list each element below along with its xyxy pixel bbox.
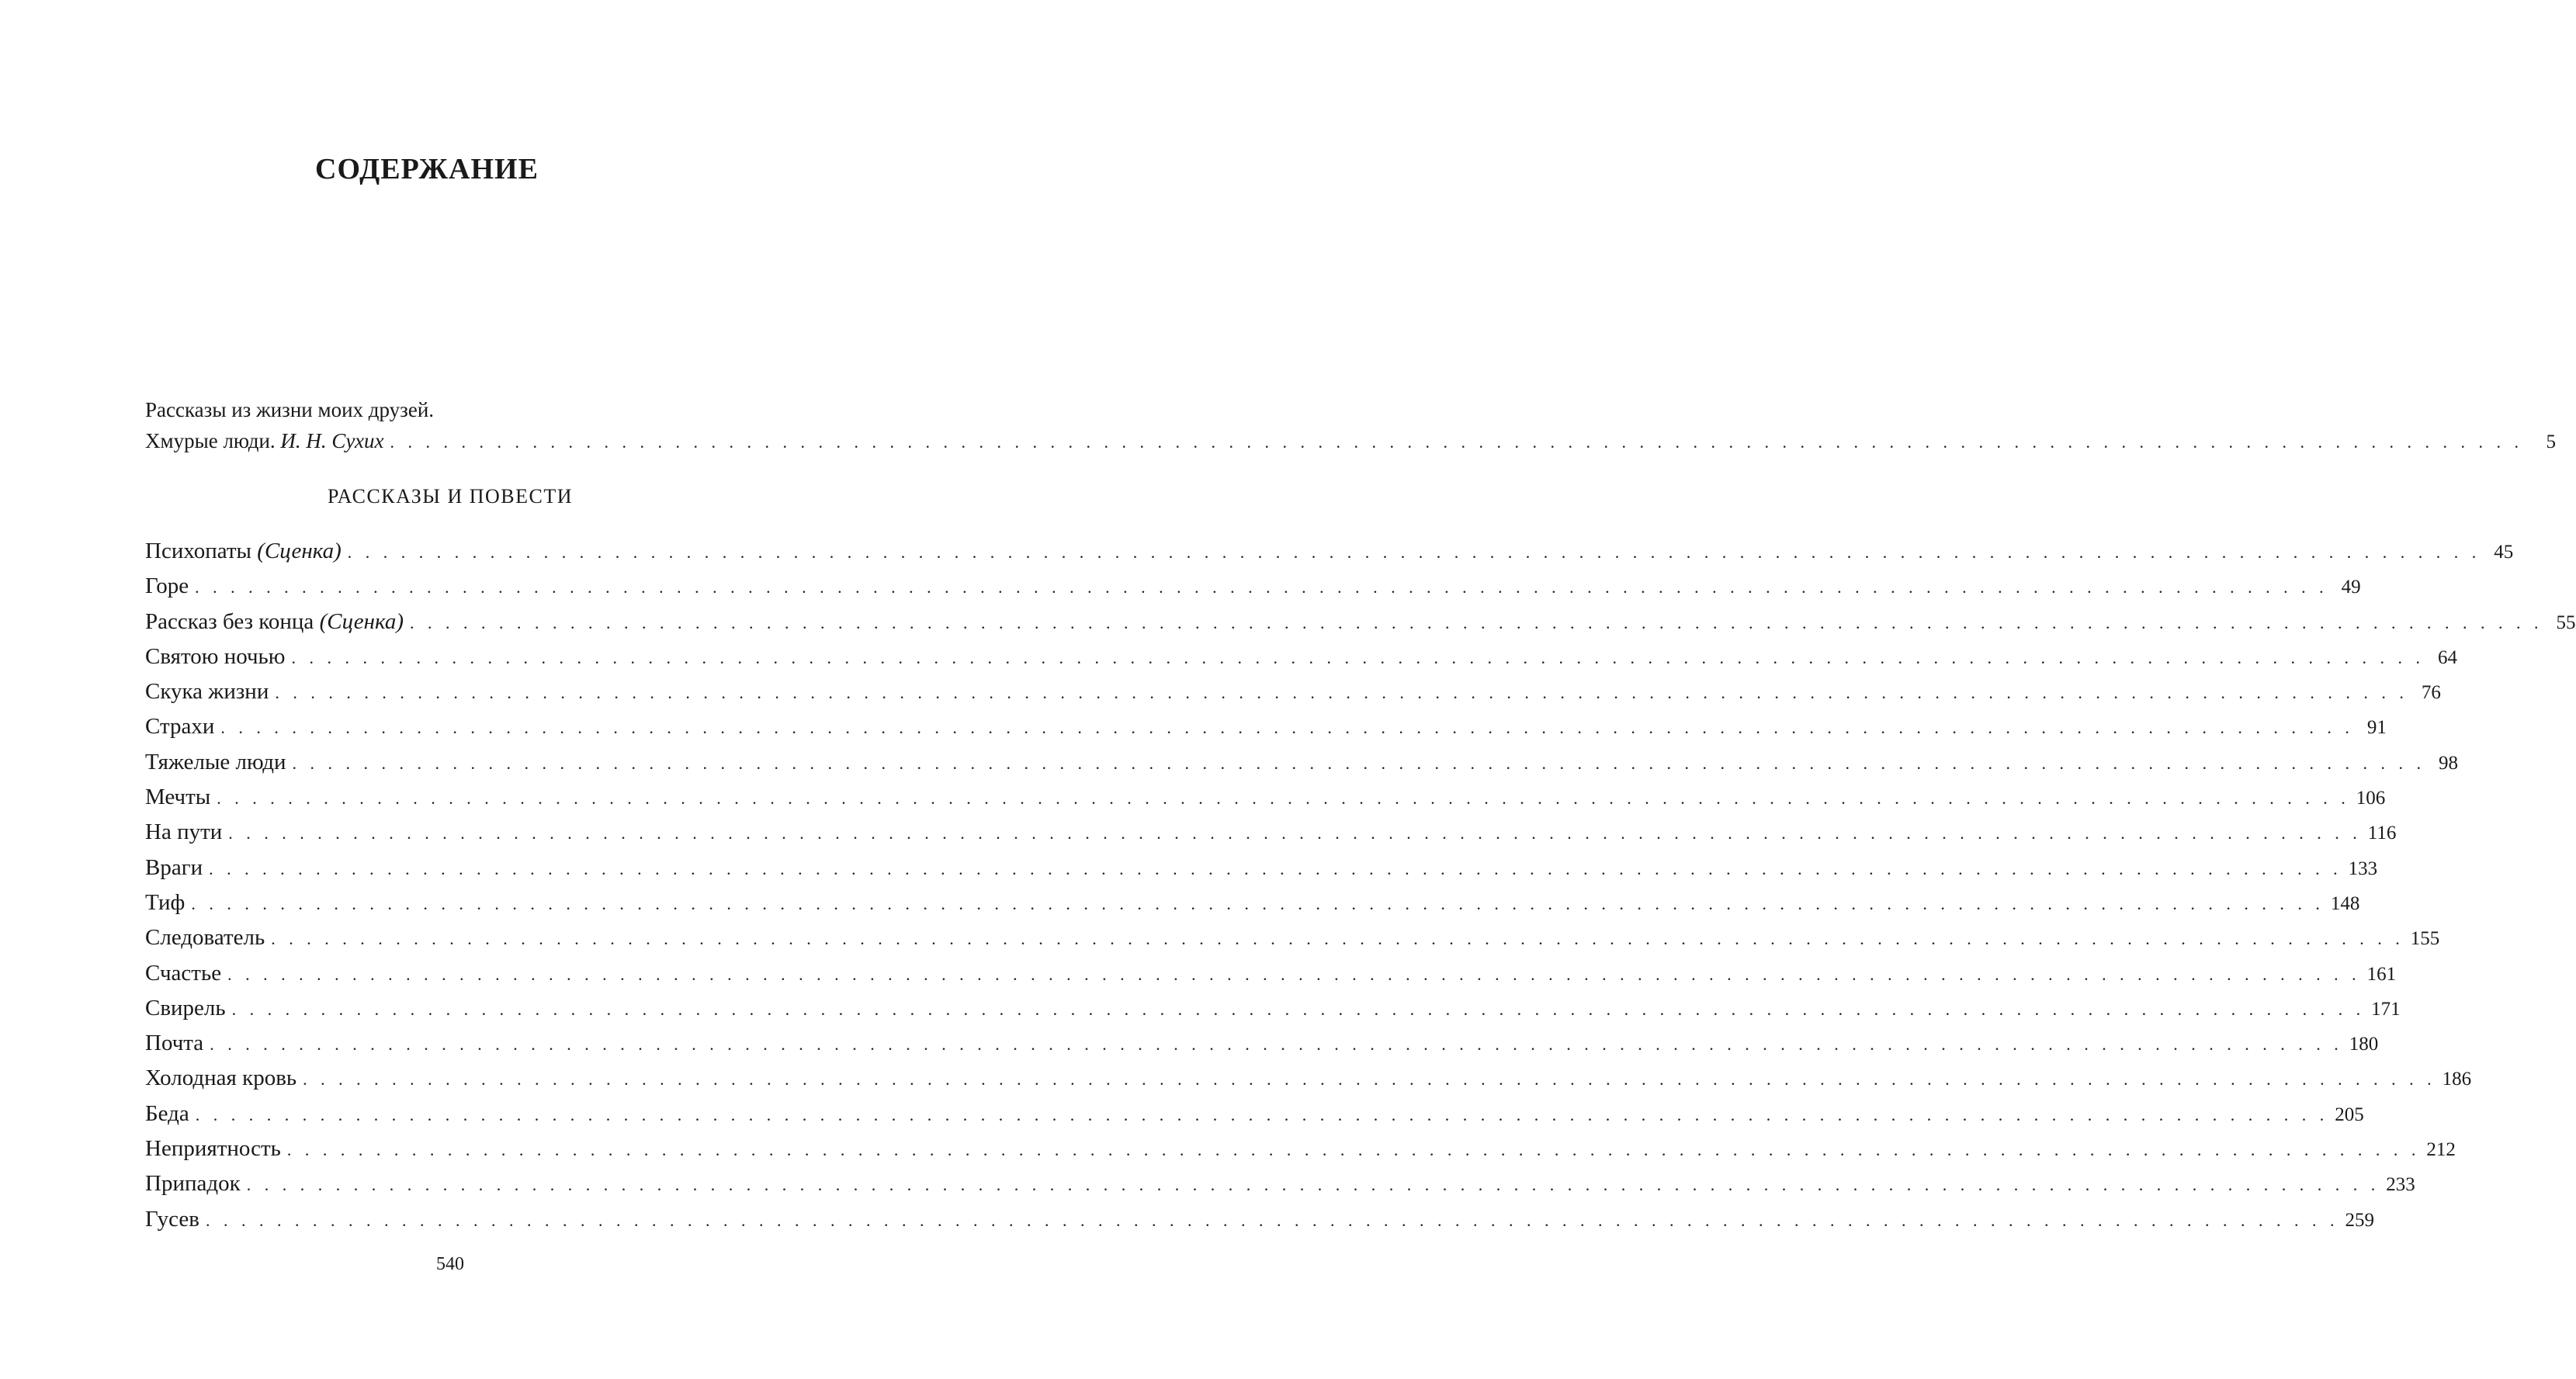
toc-entry-page: 64 bbox=[2437, 646, 2457, 668]
toc-entry-page: 180 bbox=[2349, 1034, 2379, 1055]
toc-entry-page: 49 bbox=[2341, 577, 2361, 598]
toc-entry[interactable] bbox=[145, 920, 2440, 955]
toc-entry[interactable] bbox=[145, 1131, 2456, 1166]
toc-entry-title: Святою ночью bbox=[145, 643, 286, 669]
intro-entry-title: Хмурые люди. И. Н. Сухих bbox=[145, 429, 384, 452]
toc-entry-page: 133 bbox=[2348, 858, 2378, 879]
toc-entry[interactable] bbox=[145, 639, 2457, 674]
toc-entry[interactable] bbox=[145, 569, 2361, 604]
toc-entry-page: 171 bbox=[2371, 998, 2401, 1020]
intro-entry bbox=[145, 394, 2557, 456]
dot-leader: . . . . . . . . . . . . . . . . . . . . . . . . . . . . . . . . . . . . . . . . . . . . . . . . . . . . . . . . . . . . . . . . . . . . . . . . . . . . . . . . . . . . . . . . . . . . . . . . . . . . . . . . . . . . . . . . . . . . . . . . bbox=[195, 577, 2328, 598]
toc-entry[interactable] bbox=[145, 745, 2458, 780]
toc-entry-page: 212 bbox=[2426, 1139, 2456, 1161]
toc-entry-title: Скука жизни bbox=[145, 679, 269, 705]
toc-entry-page: 186 bbox=[2442, 1069, 2472, 1090]
toc-entry-page: 116 bbox=[2367, 823, 2397, 844]
dot-leader: . . . . . . . . . . . . . . . . . . . . . . . . . . . . . . . . . . . . . . . . . . . . . . . . . . . . . . . . . . . . . . . . . . . . . . . . . . . . . . . . . . . . . . . . . . . . . . . . . . . . . . . . . . . . . . . . . . . . . . . . bbox=[347, 542, 2481, 562]
toc-entry[interactable] bbox=[145, 1166, 2415, 1201]
dot-leader: . . . . . . . . . . . . . . . . . . . . . . . . . . . . . . . . . . . . . . . . . . . . . . . . . . . . . . . . . . . . . . . . . . . . . . . . . . . . . . . . . . . . . . . . . . . . . . . . . . . . . . . . . . . . . . . . . . . . . . . . bbox=[195, 1104, 2329, 1124]
toc-entry-page: 155 bbox=[2410, 928, 2440, 950]
page-number: 540 bbox=[436, 1254, 464, 1274]
toc-entry-page: 45 bbox=[2494, 542, 2514, 563]
toc-entry-page: 148 bbox=[2330, 892, 2360, 914]
dot-leader: . . . . . . . . . . . . . . . . . . . . . . . . . . . . . . . . . . . . . . . . . . . . . . . . . . . . . . . . . . . . . . . . . . . . . . . . . . . . . . . . . . . . . . . . . . . . . . . . . . . . . . . . . . . . . . . . . . . . . . . . bbox=[231, 999, 2366, 1019]
toc-entry[interactable] bbox=[145, 1202, 2374, 1237]
toc-entry[interactable] bbox=[145, 780, 2386, 815]
dot-leader: . . . . . . . . . . . . . . . . . . . . . . . . . . . . . . . . . . . . . . . . . . . . . . . . . . . . . . . . . . . . . . . . . . . . . . . . . . . . . . . . . . . . . . . . . . . . . . . . . . . . . . . . . . . . . . . . . . . . . . . . bbox=[410, 612, 2543, 632]
dot-leader: . . . . . . . . . . . . . . . . . . . . . . . . . . . . . . . . . . . . . . . . . . . . . . . . . . . . . . . . . . . . . . . . . . . . . . . . . . . . . . . . . . . . . . . . . . . . . . . . . . . . . . . . . . . . . . . . . . . . . . . . bbox=[209, 858, 2342, 878]
toc-list bbox=[145, 534, 2576, 1237]
section-title: РАССКАЗЫ И ПОВЕСТИ bbox=[327, 485, 574, 508]
toc-entry-title: Рассказ без конца (Сценка) bbox=[145, 608, 404, 634]
dot-leader: . . . . . . . . . . . . . . . . . . . . . . . . . . . . . . . . . . . . . . . . . . . . . . . . . . . . . . . . . . . . . . . . . . . . . . . . . . . . . . . . . . . . . . . . . . . . . . . . . . . . . . . . . . . . . . . . . . . . . . . . bbox=[275, 683, 2408, 703]
toc-entry-page: 259 bbox=[2345, 1209, 2374, 1231]
toc-entry[interactable] bbox=[145, 605, 2576, 639]
dot-leader: . . . . . . . . . . . . . . . . . . . . . . . . . . . . . . . . . . . . . . . . . . . . . . . . . . . . . . . . . . . . . . . . . . . . . . . . . . . . . . . . . . . . . . . . . . . . . . . . . . . . . . . . . . . . . . . . . . . . . . . . bbox=[286, 1140, 2421, 1160]
toc-entry-page: 233 bbox=[2386, 1174, 2415, 1196]
toc-entry-page: 76 bbox=[2421, 682, 2441, 704]
dot-leader: . . . . . . . . . . . . . . . . . . . . . . . . . . . . . . . . . . . . . . . . . . . . . . . . . . . . . . . . . . . . . . . . . . . . . . . . . . . . . . . . . . . . . . . . . . . . . . . . . . . . . . . . . . . . . . . . . . . . . . . . bbox=[246, 1175, 2380, 1195]
toc-entry-title: Психопаты (Сценка) bbox=[145, 539, 342, 563]
dot-leader: . . . . . . . . . . . . . . . . . . . . . . . . . . . . . . . . . . . . . . . . . . . . . . . . . . . . . . . . . . . . . . . . . . . . . . . . . . . . . . . . . . . . . . . . . . . . . . . . . . . . . . . . . . . . . . . . . . . . . . . . bbox=[303, 1069, 2436, 1090]
toc-entry-title: Припадок bbox=[145, 1171, 241, 1197]
dot-leader: . . . . . . . . . . . . . . . . . . . . . . . . . . . . . . . . . . . . . . . . . . . . . . . . . . . . . . . . . . . . . . . . . . . . . . . . . . . . . . . . . . . . . . . . . . . . . . . . . . . . . . . . . . . . . . . . . . . . . . . . bbox=[227, 964, 2361, 984]
toc-entry-note: (Сценка) bbox=[257, 539, 342, 563]
toc-entry-title: Холодная кровь bbox=[145, 1065, 297, 1091]
dot-leader: . . . . . . . . . . . . . . . . . . . . . . . . . . . . . . . . . . . . . . . . . . . . . . . . . . . . . . . . . . . . . . . . . . . . . . . . . . . . . . . . . . . . . . . . . . . . . . . . . . . . . . . . . . . . . . . . . . . . . . . . bbox=[228, 823, 2362, 844]
intro-entry-page: 5 bbox=[2546, 431, 2557, 452]
dot-leader: . . . . . . . . . . . . . . . . . . . . . . . . . . . . . . . . . . . . . . . . . . . . . . . . . . . . . . . . . . . . . . . . . . . . . . . . . . . . . . . . . . . . . . . . . . . . . . . . . . . . . . . . . . . . . . . . . . . . . . . . bbox=[292, 753, 2425, 773]
dot-leader: . . . . . . . . . . . . . . . . . . . . . . . . . . . . . . . . . . . . . . . . . . . . . . . . . . . . . . . . . . . . . . . . . . . . . . . . . . . . . . . . . . . . . . . . . . . . . . . . . . . . . . . . . . . . . . . . . . . . . . . . bbox=[205, 1210, 2339, 1230]
intro-line-2[interactable] bbox=[145, 425, 2557, 456]
dot-leader: . . . . . . . . . . . . . . . . . . . . . . . . . . . . . . . . . . . . . . . . . . . . . . . . . . . . . . . . . . . . . . . . . . . . . . . . . . . . . . . . . . . . . . . . . . . . . . . . . . . . . . . . . . . . . . . . . . . . . . . . bbox=[291, 647, 2425, 667]
toc-entry[interactable] bbox=[145, 815, 2397, 850]
toc-entry-title: Мечты bbox=[145, 785, 211, 810]
toc-entry-note: (Сценка) bbox=[319, 608, 404, 634]
dot-leader: . . . . . . . . . . . . . . . . . . . . . . . . . . . . . . . . . . . . . . . . . . . . . . . . . . . . . . . . . . . . . . . . . . . . . . . . . . . . . . . . . . . . . . . . . . . . . . . . . . . . . . . . . . . . . . . . . . . . . . . . bbox=[217, 788, 2350, 809]
intro-entry-author: И. Н. Сухих bbox=[280, 429, 384, 452]
toc-entry-title: На пути bbox=[145, 819, 223, 845]
toc-entry-page: 91 bbox=[2366, 717, 2387, 739]
toc-entry-page: 106 bbox=[2356, 788, 2386, 809]
toc-entry[interactable] bbox=[145, 851, 2378, 885]
intro-line-1: Рассказы из жизни моих друзей. bbox=[145, 398, 435, 421]
toc-entry-page: 161 bbox=[2366, 963, 2397, 985]
toc-entry-title: Тиф bbox=[145, 889, 185, 915]
toc-entry[interactable] bbox=[145, 956, 2397, 991]
toc-entry[interactable] bbox=[145, 1026, 2379, 1061]
toc-entry-title: Гусев bbox=[145, 1206, 199, 1232]
toc-entry[interactable] bbox=[145, 674, 2441, 709]
toc-entry-page: 55 bbox=[2556, 612, 2576, 633]
toc-entry-title: Страхи bbox=[145, 714, 215, 740]
toc-entry[interactable] bbox=[145, 709, 2387, 744]
toc-entry-title: Горе bbox=[145, 573, 189, 599]
dot-leader: . . . . . . . . . . . . . . . . . . . . . . . . . . . . . . . . . . . . . . . . . . . . . . . . . . . . . . . . . . . . . . . . . . . . . . . . . . . . . . . . . . . . . . . . . . . . . . . . . . . . . . . . . . . . . . . . . . . . . . . . bbox=[390, 432, 2524, 452]
page-title: СОДЕРЖАНИЕ bbox=[315, 153, 539, 185]
toc-entry-title: Следователь bbox=[145, 925, 265, 951]
toc-entry-title: Враги bbox=[145, 854, 203, 880]
dot-leader: . . . . . . . . . . . . . . . . . . . . . . . . . . . . . . . . . . . . . . . . . . . . . . . . . . . . . . . . . . . . . . . . . . . . . . . . . . . . . . . . . . . . . . . . . . . . . . . . . . . . . . . . . . . . . . . . . . . . . . . . bbox=[271, 929, 2404, 949]
dot-leader: . . . . . . . . . . . . . . . . . . . . . . . . . . . . . . . . . . . . . . . . . . . . . . . . . . . . . . . . . . . . . . . . . . . . . . . . . . . . . . . . . . . . . . . . . . . . . . . . . . . . . . . . . . . . . . . . . . . . . . . . bbox=[210, 1034, 2343, 1055]
toc-entry-title: Тяжелые люди bbox=[145, 749, 286, 774]
toc-entry[interactable] bbox=[145, 885, 2360, 920]
toc-entry[interactable] bbox=[145, 534, 2514, 569]
dot-leader: . . . . . . . . . . . . . . . . . . . . . . . . . . . . . . . . . . . . . . . . . . . . . . . . . . . . . . . . . . . . . . . . . . . . . . . . . . . . . . . . . . . . . . . . . . . . . . . . . . . . . . . . . . . . . . . . . . . . . . . . bbox=[220, 718, 2354, 738]
toc-entry[interactable] bbox=[145, 1097, 2364, 1131]
toc-entry-title: Неприятность bbox=[145, 1136, 281, 1162]
toc-entry-title: Счастье bbox=[145, 960, 222, 986]
toc-entry[interactable] bbox=[145, 991, 2401, 1026]
toc-entry-page: 98 bbox=[2439, 752, 2458, 774]
toc-entry-title: Беда bbox=[145, 1100, 189, 1126]
toc-entry-page: 205 bbox=[2335, 1104, 2364, 1125]
toc-entry-title: Почта bbox=[145, 1031, 204, 1056]
toc-entry-title: Свирель bbox=[145, 995, 226, 1020]
toc-entry[interactable] bbox=[145, 1061, 2472, 1096]
dot-leader: . . . . . . . . . . . . . . . . . . . . . . . . . . . . . . . . . . . . . . . . . . . . . . . . . . . . . . . . . . . . . . . . . . . . . . . . . . . . . . . . . . . . . . . . . . . . . . . . . . . . . . . . . . . . . . . . . . . . . . . . bbox=[191, 893, 2325, 913]
